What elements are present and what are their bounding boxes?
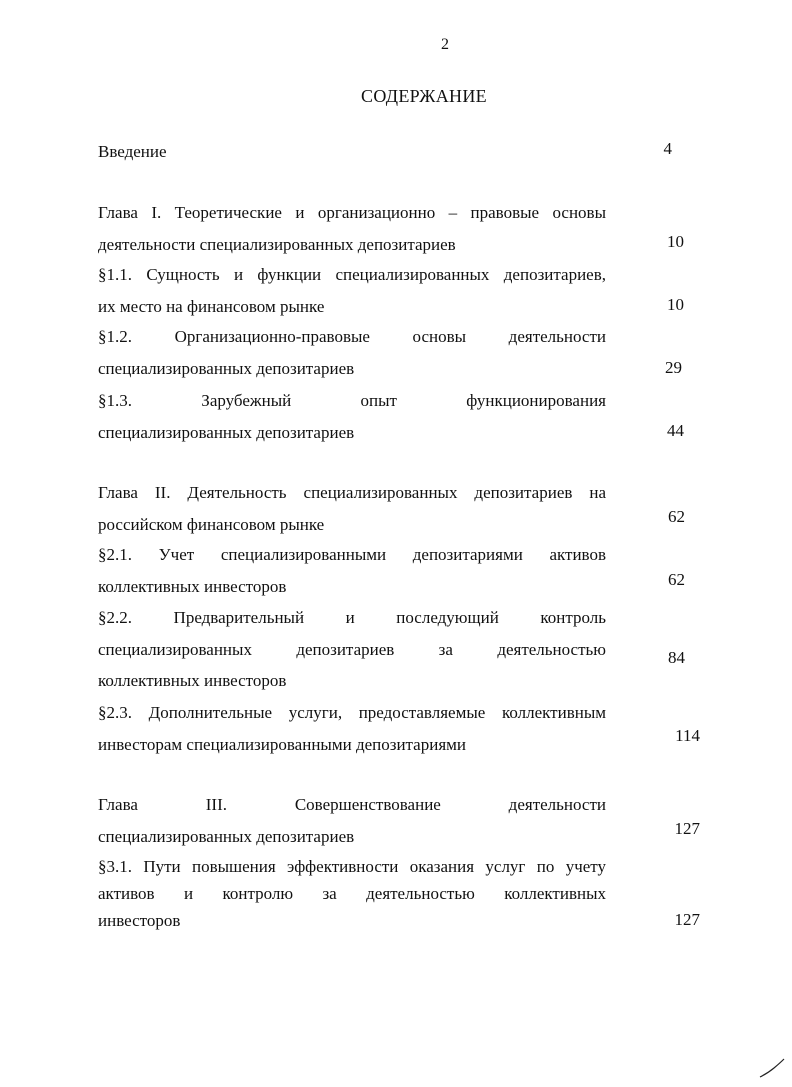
entry-page-number: 127 <box>674 910 700 929</box>
toc-entry-section-2-1 <box>98 539 700 602</box>
entry-page-number: 44 <box>667 421 684 440</box>
entry-line: Глава I. Теоретические и организационно – правовые основы <box>98 203 606 222</box>
entry-line: деятельности специализированных депозитариев <box>98 234 456 254</box>
toc-entry-section-2-3 <box>98 697 700 760</box>
toc-entry-section-3-1 <box>98 853 700 934</box>
entry-page-number: 114 <box>675 726 700 745</box>
entry-line: российском финансовом рынке <box>98 514 325 534</box>
toc-entry-chapter-2 <box>98 477 700 540</box>
page-number: 2 <box>441 36 449 53</box>
toc-entry-section-2-2 <box>98 602 700 697</box>
entry-page-number: 10 <box>667 295 684 314</box>
entry-line: коллективных инвесторов <box>98 576 287 596</box>
entry-line: §2.1. Учет специализированными депозитариями активов <box>98 545 606 564</box>
toc-entry-chapter-1 <box>98 197 700 260</box>
entry-line: Глава III. Совершенствование деятельности <box>98 795 606 814</box>
entry-line: коллективных инвесторов <box>98 671 287 690</box>
entry-page-number: 127 <box>674 819 700 838</box>
entry-page-number: 4 <box>663 139 672 158</box>
entry-page-number: 62 <box>668 507 685 526</box>
toc-entry-section-1-3 <box>98 385 700 448</box>
toc-entry-section-1-2 <box>98 321 700 384</box>
entry-page-number: 10 <box>667 232 684 251</box>
entry-page-number: 29 <box>665 358 682 377</box>
entry-line: §3.1. Пути повышения эффективности оказания услуг по учету <box>98 857 606 876</box>
entry-line: §2.2. Предварительный и последующий контроль <box>98 608 606 627</box>
toc-entry-chapter-3 <box>98 789 700 852</box>
entry-line: Глава II. Деятельность специализированных депозитариев на <box>98 483 606 502</box>
entry-line: инвесторам специализированными депозитариями <box>98 734 466 754</box>
entry-line: инвесторов <box>98 911 181 930</box>
entry-line: §1.3. Зарубежный опыт функционирования <box>98 391 606 410</box>
toc-entry-section-1-1 <box>98 259 700 322</box>
entry-line: специализированных депозитариев <box>98 826 355 846</box>
entry-line: §1.2. Организационно-правовые основы деятельности <box>98 327 606 346</box>
entry-line: §2.3. Дополнительные услуги, предоставляемые коллективным <box>98 703 606 722</box>
entry-line: их место на финансовом рынке <box>98 296 325 316</box>
entry-line: Введение <box>98 142 167 161</box>
entry-line: активов и контролю за деятельностью коллективных <box>98 884 606 903</box>
entry-line: §1.1. Сущность и функции специализированных депозитариев, <box>98 265 606 284</box>
toc-title: СОДЕРЖАНИЕ <box>361 86 487 106</box>
entry-line: специализированных депозитариев <box>98 422 355 442</box>
entry-line: специализированных депозитариев <box>98 358 355 378</box>
toc-entry-introduction <box>98 136 700 168</box>
entry-line: специализированных депозитариев за деятельностью <box>98 639 606 659</box>
entry-page-number: 62 <box>668 570 685 589</box>
pen-mark-icon <box>758 1057 786 1079</box>
entry-page-number: 84 <box>668 648 685 667</box>
